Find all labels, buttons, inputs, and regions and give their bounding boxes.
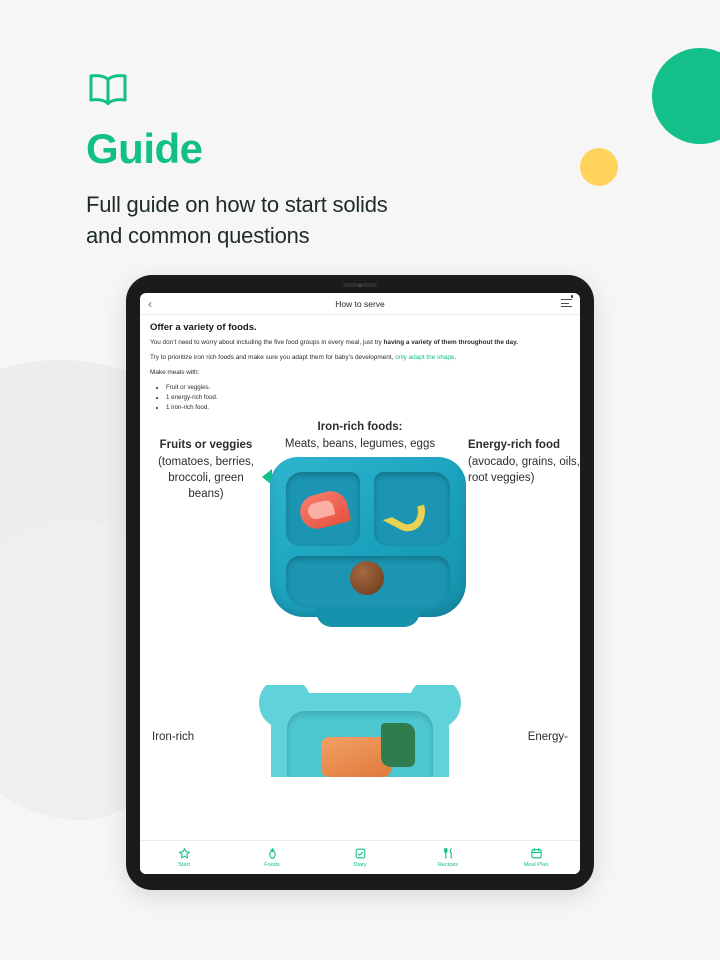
adapt-shape-link[interactable]: only adapt the shape — [395, 353, 455, 361]
article-paragraph-1 — [150, 338, 570, 348]
article-paragraph-2-end: . — [454, 353, 457, 361]
iron-rich-label-strong: Iron-rich foods: — [317, 421, 403, 434]
plate-lip — [316, 607, 420, 627]
page-subtitle — [86, 189, 506, 251]
device-camera — [359, 284, 362, 287]
calendar-icon — [530, 847, 543, 860]
tab-recipes-label: Recipes — [437, 862, 459, 868]
tab-foods-label: Foods — [264, 862, 280, 868]
tab-diary-label: Diary — [353, 862, 367, 868]
back-button[interactable]: ‹ — [148, 297, 152, 311]
fruits-veggies-label — [152, 437, 260, 502]
utensils-icon — [442, 847, 455, 860]
divided-plate-diagram — [150, 419, 580, 681]
meal-components-list — [166, 383, 570, 414]
article-paragraph-1-text: You don’t need to worry about including the five food groups in every meal, just try — [150, 339, 384, 346]
energy-rich-label-strong: Energy-rich food — [468, 439, 561, 452]
article-paragraph-2 — [150, 353, 570, 363]
page-title: Guide — [86, 125, 203, 172]
fruits-veggies-label-text: (tomatoes, berries, broccoli, green beans) — [158, 455, 254, 501]
app-top-bar — [140, 293, 580, 315]
bear-plate-image — [271, 693, 449, 777]
header — [86, 72, 626, 252]
page-subtitle-line2: and common questions — [86, 223, 310, 249]
tab-start-label: Start — [178, 862, 190, 868]
article-paragraph-2-text: Try to prioritize iron rich foods and make sure you adapt them for baby’s development, — [150, 353, 396, 361]
decorative-green-circle — [652, 48, 720, 144]
star-icon — [178, 847, 191, 860]
plate-body — [270, 457, 466, 617]
article-content — [140, 315, 580, 840]
energy-rich-label — [468, 437, 580, 486]
status-dot — [571, 295, 574, 298]
article-heading: Offer a variety of foods. — [150, 322, 257, 333]
tab-foods[interactable] — [228, 847, 316, 868]
energy-rich-label-text: (avocado, grains, oils, root veggies) — [468, 455, 580, 485]
device-screen — [140, 293, 580, 874]
checklist-icon — [354, 847, 367, 860]
iron-rich-label-text: Meats, beans, legumes, eggs — [284, 438, 436, 451]
bear-iron-rich-label: Iron-rich — [152, 731, 195, 744]
tablet-device-frame — [126, 275, 594, 890]
fruits-veggies-label-strong: Fruits or veggies — [159, 439, 253, 452]
open-book-icon — [86, 72, 626, 111]
greens-food — [381, 723, 415, 767]
list-item: • 1 energy-rich food. — [166, 393, 570, 403]
page-subtitle-line1: Full guide on how to start solids — [86, 192, 388, 218]
tab-recipes[interactable] — [404, 847, 492, 868]
tab-meal-plan-label: Meal Plan — [523, 862, 549, 868]
bear-energy-label: Energy- — [527, 731, 568, 744]
tab-diary[interactable] — [316, 847, 404, 868]
bottom-tab-bar — [140, 840, 580, 874]
list-item: • Fruit or veggies. — [166, 383, 570, 393]
bear-plate-diagram — [150, 685, 570, 777]
make-meals-label: Make meals with: — [150, 368, 200, 376]
screen-title: How to serve — [335, 298, 385, 309]
bear-plate-inner — [287, 711, 433, 777]
divided-plate-image — [270, 457, 466, 629]
carrot-icon — [266, 847, 279, 860]
article-paragraph-1-bold: having a variety of them throughout the day. — [383, 339, 518, 346]
hamburger-menu-icon[interactable] — [561, 299, 572, 310]
list-item: • 1 iron-rich food. — [166, 403, 570, 413]
tab-meal-plan[interactable] — [492, 847, 580, 868]
tab-start[interactable] — [140, 847, 228, 868]
